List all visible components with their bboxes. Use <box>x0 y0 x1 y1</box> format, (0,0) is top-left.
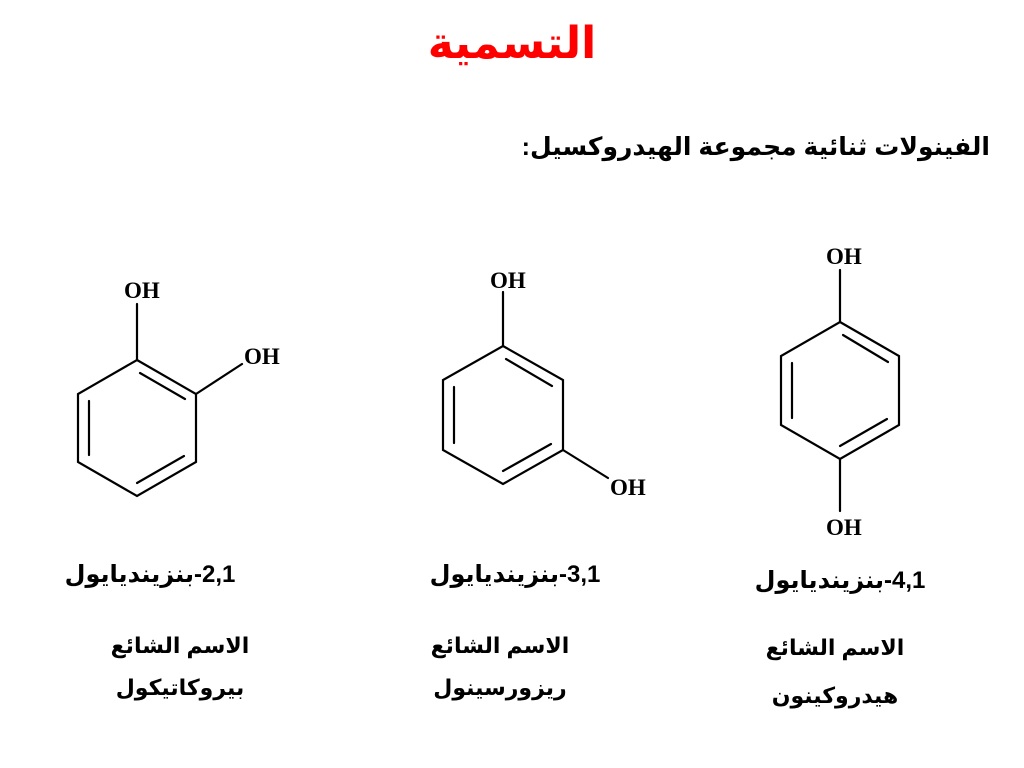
catechol-oh-label: OH <box>244 344 280 369</box>
catechol-common-name: بيروكاتيكول <box>115 675 245 700</box>
hydroquinone-common-heading: الاسم الشائع <box>765 635 905 660</box>
catechol-oh-label: OH <box>124 278 160 303</box>
catechol-bond-oh2 <box>196 364 242 394</box>
resorcinol-structure <box>443 292 608 484</box>
resorcinol-bond-oh3 <box>563 450 608 478</box>
hydroquinone-double-bond <box>840 419 887 446</box>
catechol-iupac-name: 2,1-بنزينديايول <box>64 561 236 588</box>
resorcinol-iupac-name: 3,1-بنزينديايول <box>429 561 601 588</box>
hydroquinone-structure <box>781 270 899 511</box>
hydroquinone-iupac-name: 4,1-بنزينديايول <box>754 567 926 594</box>
resorcinol-common-heading: الاسم الشائع <box>430 633 570 658</box>
resorcinol-common-name: ريزورسينول <box>433 675 567 700</box>
catechol-common-heading: الاسم الشائع <box>110 633 250 658</box>
hydroquinone-common-name: هيدروكينون <box>771 683 899 708</box>
hydroquinone-double-bond <box>843 335 888 362</box>
resorcinol-oh-label: OH <box>610 475 646 500</box>
catechol-ring <box>78 360 196 496</box>
resorcinol-double-bond <box>506 359 552 386</box>
hydroquinone-oh-label: OH <box>826 244 862 269</box>
hydroquinone-ring <box>781 322 899 459</box>
catechol-double-bond <box>140 373 185 399</box>
section-subtitle: الفينولات ثنائية مجموعة الهيدروكسيل: <box>521 133 990 161</box>
slide-title: التسمية <box>427 19 597 68</box>
catechol-structure <box>78 304 242 496</box>
resorcinol-double-bond <box>503 444 551 471</box>
resorcinol-ring <box>443 346 563 484</box>
resorcinol-oh-label: OH <box>490 268 526 293</box>
catechol-double-bond <box>137 456 184 483</box>
hydroquinone-oh-label: OH <box>826 515 862 540</box>
